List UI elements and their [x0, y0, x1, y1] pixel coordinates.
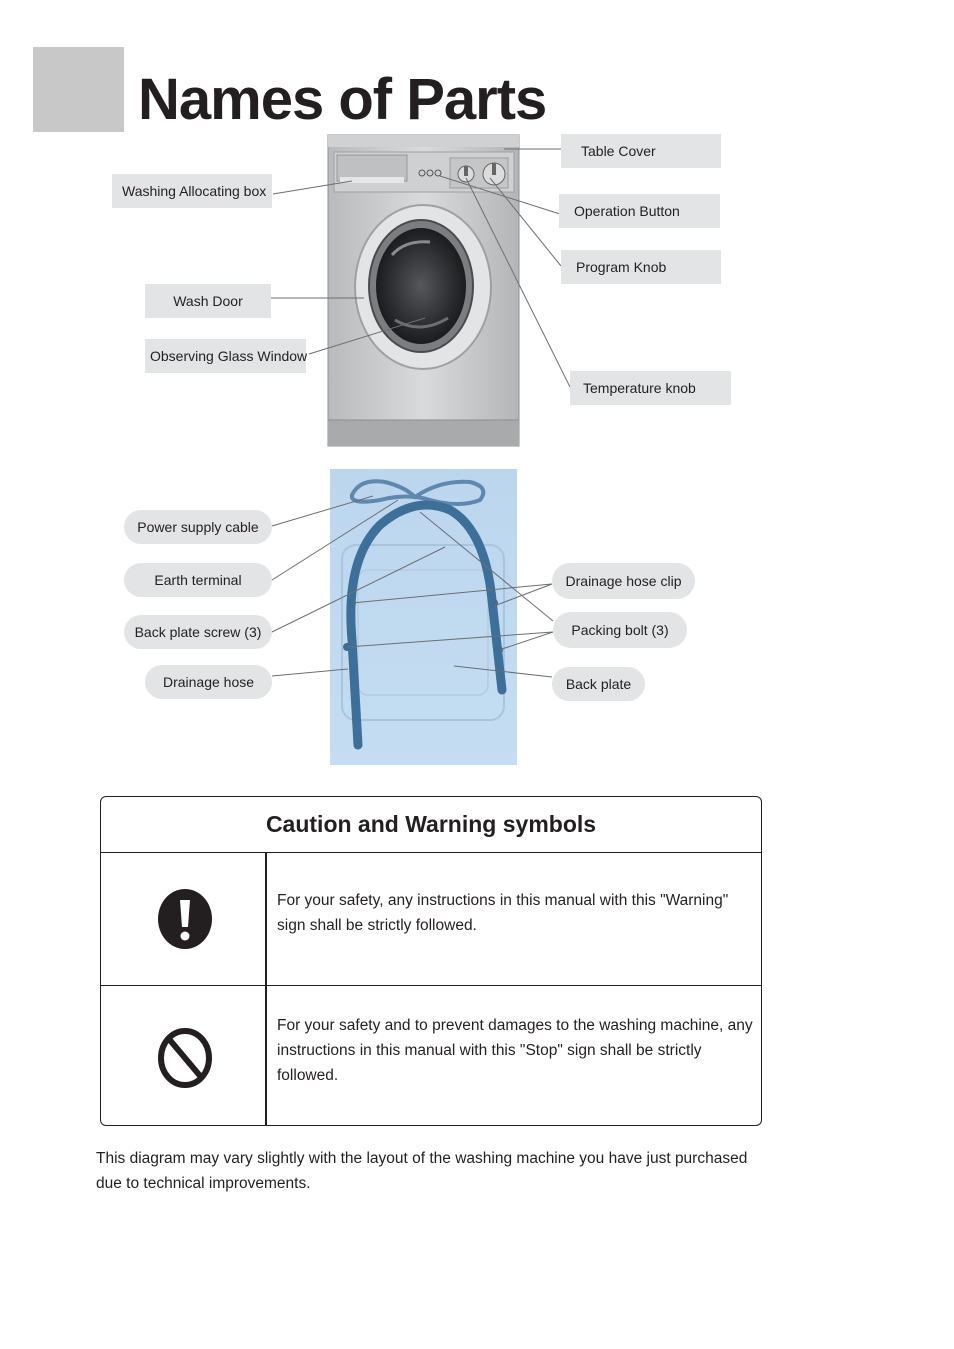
label-drainage-hose-clip: Drainage hose clip: [552, 563, 695, 599]
back-view-machine: [330, 469, 517, 765]
label-drainage-hose: Drainage hose: [145, 665, 272, 699]
label-washing-allocating-box: Washing Allocating box: [112, 174, 272, 208]
footer-note: This diagram may vary slightly with the layout of the washing machine you have just purchased due to technical improvements.: [96, 1150, 748, 1192]
label-table-cover: Table Cover: [561, 134, 721, 168]
label-program-knob: Program Knob: [561, 250, 721, 284]
stop-prohibition-icon: [157, 1027, 213, 1089]
label-back-plate: Back plate: [552, 667, 645, 701]
caution-heading: Caution and Warning symbols: [101, 797, 761, 853]
caution-warning-table: [100, 796, 762, 1126]
warning-description: For your safety, any instructions in this manual with this "Warning" sign shall be strictly followed.: [277, 892, 729, 934]
label-wash-door: Wash Door: [145, 284, 271, 318]
label-earth-terminal: Earth terminal: [124, 563, 272, 597]
stop-description: For your safety and to prevent damages to the washing machine, any instructions in this manual with this "Stop" sign shall be strictly followed.: [277, 1017, 753, 1084]
warning-exclamation-icon: [157, 888, 213, 950]
label-power-supply-cable: Power supply cable: [124, 510, 272, 544]
caution-row-warning: [101, 852, 761, 986]
label-observing-glass-window: Observing Glass Window: [145, 339, 306, 373]
label-operation-button: Operation Button: [559, 194, 720, 228]
label-temperature-knob: Temperature knob: [570, 371, 731, 405]
label-back-plate-screw: Back plate screw (3): [124, 615, 272, 649]
label-packing-bolt: Packing bolt (3): [553, 612, 687, 648]
front-view-machine: [328, 135, 519, 446]
caution-row-stop: [101, 985, 761, 1125]
page-title: Names of Parts: [138, 67, 547, 132]
